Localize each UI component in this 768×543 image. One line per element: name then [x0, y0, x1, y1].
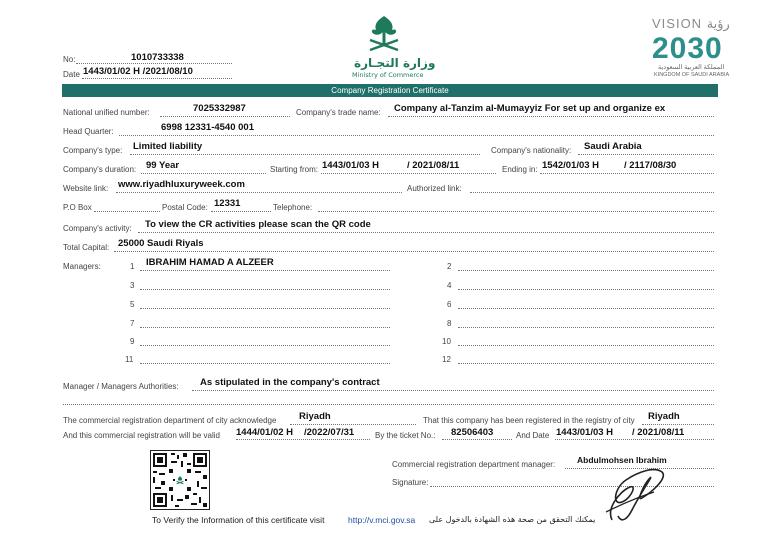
- nationality-value: Saudi Arabia: [584, 141, 642, 152]
- activity-line: [138, 232, 714, 233]
- verify-arabic-text: يمكنك التحقق من صحة هذه الشهادة بالدخول على: [429, 515, 596, 524]
- nationality-line: [578, 154, 714, 155]
- authorities-line: [192, 390, 714, 391]
- manager-line: [458, 289, 714, 290]
- vision-year: 2030: [652, 32, 723, 65]
- telephone-label: Telephone:: [273, 203, 313, 212]
- po-box-label: P.O Box: [63, 203, 92, 212]
- head-quarter-label: Head Quarter:: [63, 127, 114, 136]
- and-date-line: [555, 439, 714, 440]
- head-quarter-line: [119, 135, 714, 136]
- qr-code-icon: [151, 451, 209, 509]
- certificate-title-band: Company Registration Certificate: [62, 84, 718, 97]
- duration-label: Company's duration:: [63, 165, 137, 174]
- po-box-line: [94, 211, 160, 212]
- capital-label: Total Capital:: [63, 243, 110, 252]
- manager-line: [140, 327, 390, 328]
- national-number-line: [160, 116, 290, 117]
- ministry-arabic-name: وزارة التجـارة: [354, 56, 436, 70]
- website-label: Website link:: [63, 184, 109, 193]
- ending-gregorian: / 2117/08/30: [624, 160, 677, 171]
- manager-number: 2: [447, 262, 452, 271]
- manager-line: [140, 345, 390, 346]
- manager-line: [458, 363, 714, 364]
- telephone-line: [318, 211, 714, 212]
- verify-url-link[interactable]: http://v.mci.gov.sa: [348, 515, 416, 525]
- valid-hijri: 1444/01/02 H: [236, 427, 294, 438]
- manager-number: 5: [130, 300, 135, 309]
- manager-signature-name: Abdulmohsen Ibrahim: [577, 455, 667, 465]
- no-line: [76, 63, 232, 64]
- ending-label: Ending in:: [502, 165, 538, 174]
- manager-number: 12: [442, 355, 451, 364]
- ending-hijri: 1542/01/03 H: [542, 160, 600, 171]
- starting-hijri: 1443/01/03 H: [322, 160, 380, 171]
- authorized-link-label: Authorized link:: [407, 184, 462, 193]
- postal-code-line: [211, 211, 271, 212]
- vision-title: VISION رؤية: [652, 16, 730, 31]
- starting-line: [321, 173, 496, 174]
- trade-name-label: Company's trade name:: [296, 108, 381, 117]
- manager-number: 11: [125, 355, 134, 364]
- ticket-line: [442, 439, 512, 440]
- no-value: 1010733338: [131, 52, 184, 63]
- ticket-value: 82506403: [451, 427, 494, 438]
- trade-name-line: [388, 116, 714, 117]
- manager-line: [458, 270, 714, 271]
- postal-code-label: Postal Code:: [162, 203, 208, 212]
- handwritten-signature-icon: [592, 458, 672, 528]
- registered-line: [642, 424, 714, 425]
- activity-label: Company's activity:: [63, 224, 132, 233]
- manager-number: 4: [447, 281, 452, 290]
- website-line: [116, 192, 402, 193]
- signature-label: Signature:: [392, 478, 429, 487]
- and-date-gregorian: / 2021/08/11: [632, 427, 685, 438]
- duration-line: [141, 173, 266, 174]
- ministry-emblem-icon: [364, 12, 404, 56]
- authorities-value: As stipulated in the company's contract: [200, 377, 380, 388]
- manager-1-name: IBRAHIM HAMAD A ALZEER: [146, 257, 274, 268]
- manager-line: [140, 308, 390, 309]
- company-type-value: Limited liability: [133, 141, 203, 152]
- capital-value: 25000 Saudi Riyals: [118, 238, 204, 249]
- national-number-label: National unified number:: [63, 108, 150, 117]
- starting-label: Starting from:: [270, 165, 319, 174]
- manager-number: 1: [130, 262, 135, 271]
- duration-value: 99 Year: [146, 160, 180, 171]
- date-value: 1443/01/02 H /2021/08/10: [83, 66, 193, 77]
- trade-name-value: Company al-Tanzim al-Mumayyiz For set up and organize ex: [394, 103, 666, 114]
- and-date-hijri: 1443/01/03 H: [556, 427, 614, 438]
- ending-line: [540, 173, 714, 174]
- capital-line: [114, 251, 714, 252]
- nationality-label: Company's nationality:: [491, 146, 572, 155]
- manager-number: 9: [130, 337, 135, 346]
- manager-line: [140, 363, 390, 364]
- manager-number: 10: [442, 337, 451, 346]
- acknowledge-city: Riyadh: [299, 411, 331, 422]
- verify-text: To Verify the Information of this certificate visit: [152, 515, 325, 525]
- website-value: www.riyadhluxuryweek.com: [118, 179, 245, 190]
- manager-number: 6: [447, 300, 452, 309]
- postal-code-value: 12331: [214, 198, 241, 209]
- manager-line: [140, 289, 390, 290]
- manager-line: [458, 345, 714, 346]
- date-line: [82, 78, 232, 79]
- date-label: Date: [63, 70, 80, 79]
- valid-label: And this commercial registration will be valid: [63, 431, 220, 440]
- manager-line: [458, 327, 714, 328]
- vision-2030-logo: [644, 10, 754, 80]
- company-type-label: Company's type:: [63, 146, 123, 155]
- valid-gregorian: /2022/07/31: [304, 427, 355, 438]
- ministry-english-name: Ministry of Commerce: [352, 71, 424, 79]
- no-label: No:: [63, 55, 76, 64]
- ticket-label: By the ticket No.:: [375, 431, 436, 440]
- vision-english: KINGDOM OF SAUDI ARABIA: [654, 72, 730, 78]
- manager-line: [140, 270, 390, 271]
- manager-number: 7: [130, 319, 135, 328]
- company-type-line: [130, 154, 480, 155]
- activity-value: To view the CR activities please scan the QR code: [145, 219, 371, 230]
- acknowledge-label: The commercial registration department of city acknowledge: [63, 416, 277, 425]
- registered-city: Riyadh: [648, 411, 680, 422]
- registered-label: That this company has been registered in the registry of city: [423, 416, 635, 425]
- authorities-line-2: [63, 404, 714, 405]
- valid-line: [236, 439, 370, 440]
- qr-code[interactable]: [150, 450, 210, 510]
- managers-label: Managers:: [63, 262, 101, 271]
- manager-number: 3: [130, 281, 135, 290]
- and-date-label: And Date: [516, 431, 550, 440]
- acknowledge-line: [290, 424, 416, 425]
- vision-arabic: المملكة العربية السعودية: [658, 64, 725, 71]
- authorities-label: Manager / Managers Authorities:: [63, 382, 179, 391]
- manager-number: 8: [447, 319, 452, 328]
- national-number-value: 7025332987: [193, 103, 246, 114]
- manager-line: [458, 308, 714, 309]
- manager-signature-label: Commercial registration department manager:: [392, 460, 556, 469]
- authorized-link-line: [470, 192, 714, 193]
- head-quarter-value: 6998 12331-4540 001: [161, 122, 254, 133]
- starting-gregorian: / 2021/08/11: [407, 160, 460, 171]
